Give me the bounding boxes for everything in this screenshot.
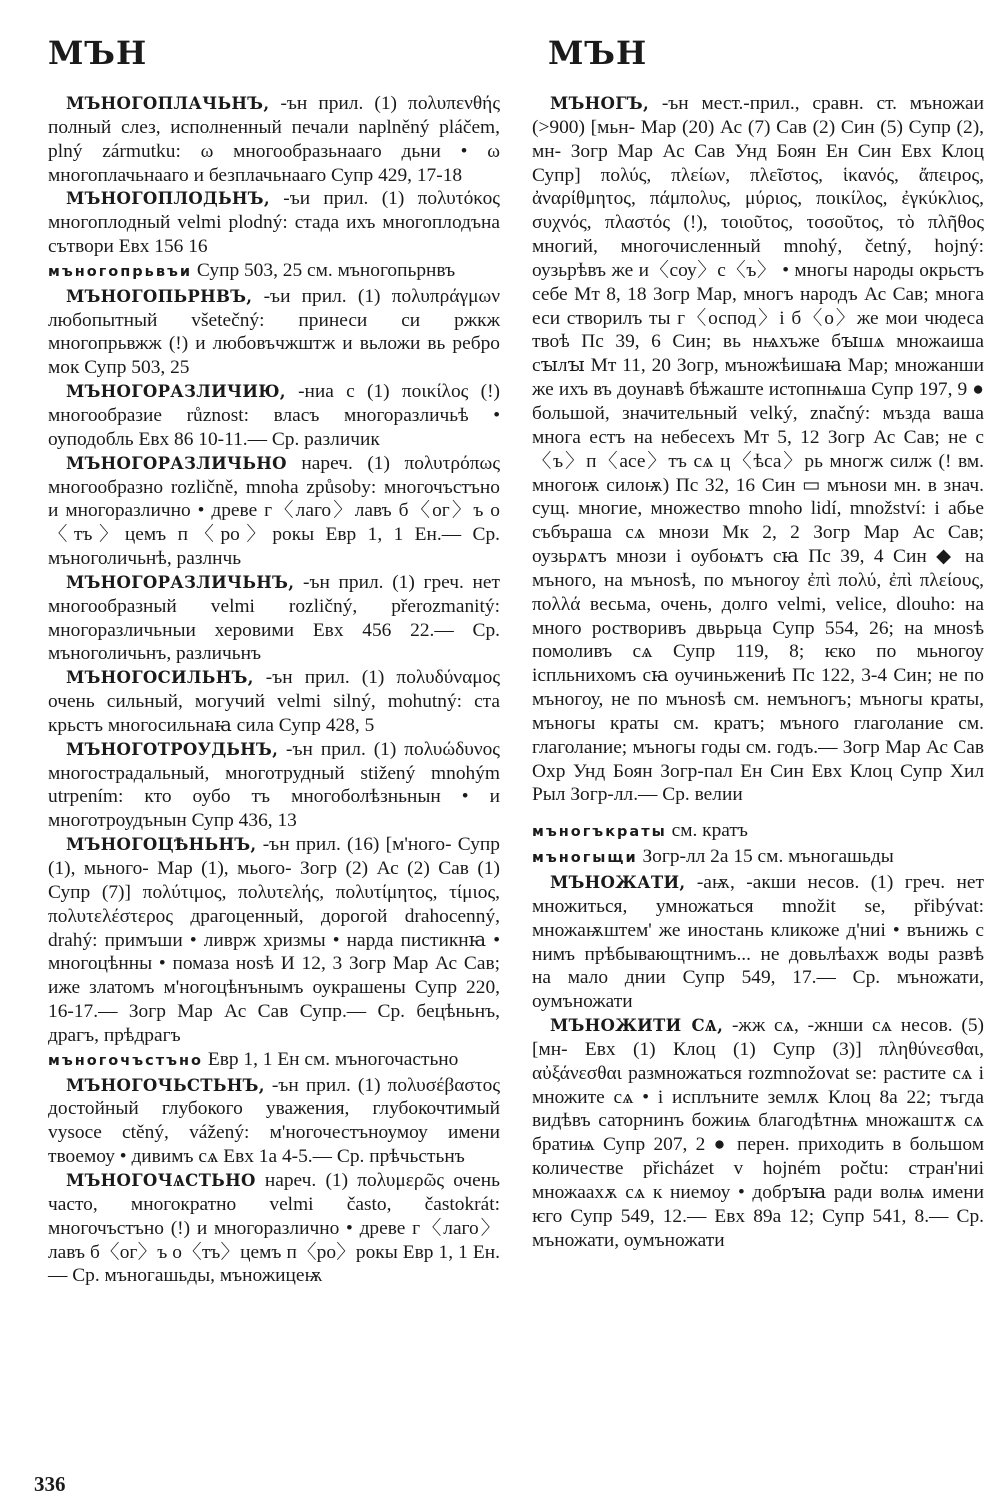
entry-headword: МЪНОГОЧЬСТЬНЪ, (66, 1075, 265, 1095)
entry-body: -ън прил. (1) πολυώδυνος многострадальный, многотрудный stižený mnohým utrpením: кто оубо тъ многоболѣзньнын • и многотроудънын Супр 436, 13 (48, 738, 500, 832)
entry-headword: МЪНОГОПЛАЧЬНЪ, (66, 94, 270, 113)
entry-headword: МЪНОГОРАЗЛИЧЬНО (66, 453, 287, 473)
dictionary-entry (532, 1014, 984, 1252)
dictionary-entry (532, 845, 984, 871)
entry-body: -ъи прил. (1) πολυτόκος многоплодный velmi plodný: стада ихъ многоплодъна сътвори Евх 156 16 (48, 188, 500, 258)
entry-body: -ън прил. (16) [м'ного- Супр (1), мьного- Мар (1), мього- Зогр (2) Ас (2) Сав (1) Супр (7)] πολύτιμος, πολυτελής, πολυτίμητος, τίμιος, πολυτελέστερος драгоценный, дорогой drahocenný, drahý: примъши • ливрж хризмы • нарда пистикнꙗ • многоцѣнны • помаза ноѕѣ И 12, 3 Зогр Мар Ас Сав; иже златомъ м'ногоцѣнънымъ оукрашены Супр 220, 16-17.— Зогр Мар Ас Сав Супр.— Ср. бецѣньнъ, драгъ, прѣдрагъ (48, 834, 500, 1046)
dictionary-entry (48, 1074, 500, 1169)
dictionary-entry (48, 666, 500, 738)
dictionary-entry (48, 1169, 500, 1288)
entry-headword: МЪНОГОРАЗЛИЧИЮ, (66, 382, 286, 402)
entry-headword: МЪНОГОТРОУДЬНЪ, (66, 739, 279, 759)
page-number: 336 (34, 1472, 66, 1496)
entry-subform: мъногопрьвъи (48, 263, 193, 280)
entry-body: -аѭ, -акши несов. (1) греч. нет множиться, умножаться množit se, přibývat: множаѭштем' же иностань кликоже д'ниі • вънижь с нимъ прѣбывающтнимъ... не довьлѣахж воды развѣ на мало днии Супр 549, 17.— Ср. мъножати, оумъножати (532, 872, 984, 1013)
entry-subform: мъногъкраты (532, 824, 667, 841)
entry-body: -ън прил. (1) греч. нет многообразный velmi rozličný, přerozmanitý: многоразличьныи херовими Евх 456 22.— Ср. мъноголичьнъ, различьнъ (48, 571, 500, 665)
dictionary-entry (48, 571, 500, 666)
entry-body: -ъи прил. (1) πολυπράγμων любопытный všetečný: принеси си ржкж многопрьвжж (!) и любовъчжштж и вьложи вь ребро мок Супр 503, 25 (48, 285, 500, 379)
entry-headword: МЪНОГОЧѦСТЬНО (66, 1170, 256, 1190)
entry-body: -ън мест.-прил., сравн. ст. мъножаи (>900) [мьн- Мар (20) Ас (7) Сав (2) Син (5) Супр (2), мн- Зогр Мар Ас Сав Унд Боян Ен Син Евх Клоц Супр] πολύς, πλείων, πλεῖστος, ἱκανός, ἄπειρος, ἀναρίθμητος, πάμπολυς, μύριος, ποικίλος, ἐγκύκλιος, συχνός, πλαστός (!), τοιοῦτος, τοσοῦτος, τὸ πλῆθος многий, многочисленный mnohý, četný, hojný: оузьрѣвъ же и〈соу〉с〈ъ〉 • многы народы окрьстъ себе Мт 8, 18 Зогр Мар, многъ народъ Ас Сав; многа еси створилъ ты г〈оспод〉і б〈о〉же мои чюдеса твоѣ Пс 39, 6 Син; вь нѩхъже бꙑшѧ множаиша сꙑлꙑ Мт 11, 20 Зогр, мъножѣишаꙗ Мар; множанши же ихъ въ доунавѣ бѣжаште истопнѩша Супр 197, 9 ● большой, значительный velký, značný: мъзда ваша многа естъ на небесехъ Мт 5, 12 Зогр Ас Сав; не с〈ъ〉п〈асе〉тъ сѧ ц〈ѣса〉рь многж силж (! вм. многоѭ силоѭ) Пс 32, 16 Син ▭ мъноѕи мн. в знач. сущ. многие, множество mnoho lidí, množství: і абье събъраша сѧ мнози Мк 2, 2 Зогр Мар Ас Сав; оузьрѧтъ мнози і оубоѩтъ сꙗ Пс 39, 4 Син ◆ на мъного, на мъноѕѣ, по мъногоу ἐπὶ πολύ, ἐπὶ πλείους, πολλά весьма, очень, долго velmi, velice, dlouho: на много ростворивъ двьрьца Супр 554, 26; на мноѕѣ помоливъ сѧ Супр 119, 8; ѥко по мьногоу іспльнихомъ сꙗ оучиньжениѣ Пс 122, 3-4 Син; не по мъногоу, не по мъноѕѣ см. немъногъ; мъногы краты, мъногы краты см. кратъ; мъного глаголание см. глаголание; мъногы годы см. годъ.— Зогр Мар Ас Сав Охр Унд Боян Зогр-пал Ен Син Евх Клоц Супр Хил Рыл Зогр-лл.— Ср. велии (532, 93, 984, 806)
entry-body: -ън прил. (1) πολυπενθής полный слез, исполненный печали naplněný pláčem, plný zármutku: ω многообразьнааго дьни • ω многоплачьнааго и безплачьнааго Супр 429, 17-18 (48, 93, 500, 186)
dictionary-entry (532, 92, 984, 807)
dictionary-entry (532, 871, 984, 1014)
entry-headword: МЪНОГОРАЗЛИЧЬНЪ, (66, 572, 295, 592)
entry-subform: мъногыщи (532, 850, 638, 867)
dictionary-entry (48, 187, 500, 259)
entry-body: -ниа с (1) ποικίλος (!) многообразие různost: власъ многоразличьѣ • оуподобль Евх 86 10-11.— Ср. различик (48, 381, 500, 450)
entry-body: -ън прил. (1) πολυδύναμος очень сильный, могучий velmi silný, mohutný: ста крьстъ многосильнаꙗ сила Супр 428, 5 (48, 667, 500, 736)
running-head-right: МЪН (548, 34, 648, 72)
entry-headword: МЪНОГОЦѢНЬНЪ, (66, 835, 257, 855)
entry-headword: МЪНОЖАТИ, (550, 873, 686, 892)
right-column (532, 92, 984, 1253)
entry-body: нареч. (1) πολυμερῶς очень часто, многократно velmi často, častokrát: многочъстъно (!) и многоразлично • древе г〈лаго〉лавъ б〈ог〉ъ о〈тъ〉цемъ п〈ро〉рокы Евр 1, 1 Ен.— Ср. мъногашьды, мъножицеѭ (48, 1169, 500, 1287)
entry-body: нареч. (1) πολυτρόπως многообразно rozličně, mnoha způsoby: многочъстъно и многоразлично • древе г〈лаго〉лавъ б〈ог〉ъ о〈тъ〉цемъ п〈ро〉рокы Евр 1, 1 Ен.— Ср. мъноголичьнѣ, разлнчь (48, 452, 500, 570)
entry-headword: МЪНОГОСИЛЬНЪ, (66, 668, 254, 688)
left-column (48, 92, 500, 1288)
dictionary-entry (48, 285, 500, 380)
dictionary-entry (48, 833, 500, 1048)
dictionary-entry (48, 380, 500, 452)
running-head-left: МЪН (48, 34, 148, 72)
entry-headword: МЪНОЖИТИ СѦ, (550, 1016, 724, 1036)
entry-subform: мъногочъстъно (48, 1052, 203, 1069)
entry-body: Евр 1, 1 Ен см. мъногочастьно (203, 1048, 459, 1070)
entry-headword: МЪНОГОПЬРНВЪ, (66, 286, 253, 306)
entry-body: -ън прил. (1) πολυσέβαστος достойный глубокого уважения, глубокочтимый vysoce ctěný, vážený: м'ногочестъноумоу имени твоемоу • дивимъ сѧ Евх 1а 4-5.— Ср. прѣчьстьнъ (48, 1074, 500, 1168)
entry-headword: МЪНОГОПЛОДЬНЪ, (66, 189, 270, 209)
entry-body: -жж сѧ, -жнши сѧ несов. (5) [мн- Евх (1) Клоц (1) Супр (3)] πληθύνεσθαι, αὐξάνεσθαι размножаться rozmnožovat se: растите сѧ і множите сѧ • і исплъните землѫ Клоц 8а 22; тъгда видѣвъ саторнинъ божиѩ благодѣтнѩ множаштѫ сѧ братиѩ Супр 207, 2 ● перен. приходить в большом количестве přicházet v hojném počtu: стран'ниі множаахѫ сѧ к ниемоу • добрꙑꙗ ради волѩ имени ѥго Супр 549, 12.— Евх 89а 12; Супр 541, 8.— Ср. мъножати, оумъножати (532, 1015, 984, 1251)
entry-body: Зогр-лл 2а 15 см. мъногашьды (637, 846, 894, 868)
entry-body: см. кратъ (666, 820, 748, 842)
dictionary-entry (48, 1048, 500, 1074)
dictionary-entry (48, 738, 500, 833)
dictionary-entry (48, 259, 500, 285)
dictionary-entry (48, 452, 500, 571)
entry-headword: МЪНОГЪ, (550, 94, 650, 113)
dictionary-entry (532, 819, 984, 845)
dictionary-entry (48, 92, 500, 187)
entry-body: Супр 503, 25 см. мъногопьрнвъ (192, 259, 456, 281)
